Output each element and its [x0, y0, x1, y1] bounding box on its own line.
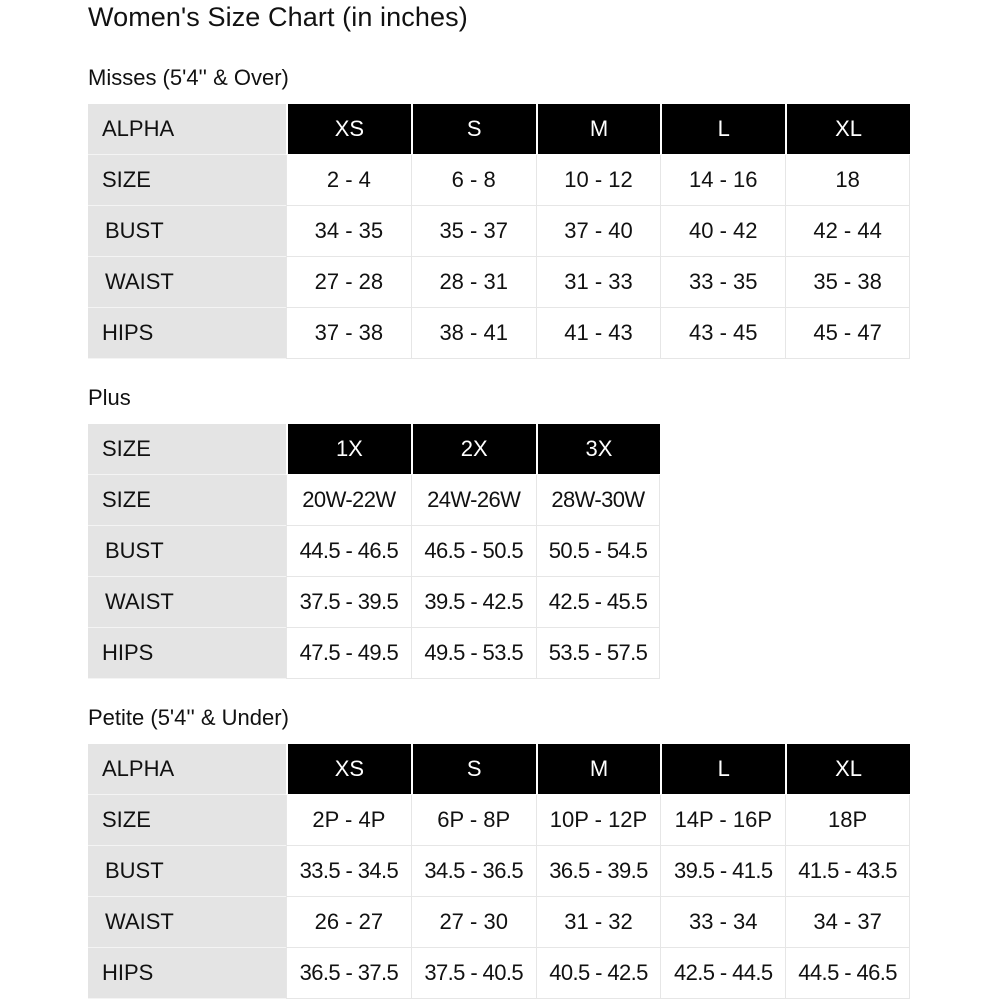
table-cell: 28 - 31 [411, 257, 536, 308]
table-cell: 33.5 - 34.5 [286, 846, 411, 897]
table-cell: 42.5 - 45.5 [536, 577, 661, 628]
table-cell: 34 - 35 [286, 206, 411, 257]
table-cell: 39.5 - 42.5 [411, 577, 536, 628]
row-label-waist: WAIST [88, 577, 286, 628]
row-label-size-header: SIZE [88, 424, 286, 475]
table-cell: 38 - 41 [411, 308, 536, 359]
table-cell: 42.5 - 44.5 [660, 948, 785, 999]
column-header-xl: XL [785, 744, 910, 795]
table-cell: 40.5 - 42.5 [536, 948, 661, 999]
column-header-2x: 2X [411, 424, 536, 475]
table-row [88, 257, 910, 308]
row-label-size: SIZE [88, 795, 286, 846]
table-cell: 6P - 8P [411, 795, 536, 846]
column-header-l: L [660, 104, 785, 155]
plus-section-title: Plus [88, 385, 131, 410]
table-cell: 33 - 35 [660, 257, 785, 308]
table-cell: 41.5 - 43.5 [785, 846, 910, 897]
column-header-s: S [411, 744, 536, 795]
table-row [88, 308, 910, 359]
row-label-bust: BUST [88, 526, 286, 577]
table-row [88, 948, 910, 999]
table-row [88, 155, 910, 206]
table-header-row [88, 424, 660, 475]
table-cell: 34 - 37 [785, 897, 910, 948]
table-cell: 37.5 - 39.5 [286, 577, 411, 628]
row-label-bust: BUST [88, 846, 286, 897]
page-title: Women's Size Chart (in inches) [88, 2, 468, 32]
column-header-xs: XS [286, 104, 411, 155]
table-cell: 2 - 4 [286, 155, 411, 206]
column-header-l: L [660, 744, 785, 795]
table-cell: 42 - 44 [785, 206, 910, 257]
table-cell: 40 - 42 [660, 206, 785, 257]
row-label-waist: WAIST [88, 897, 286, 948]
row-label-hips: HIPS [88, 628, 286, 679]
table-cell: 24W-26W [411, 475, 536, 526]
table-cell: 27 - 28 [286, 257, 411, 308]
row-label-hips: HIPS [88, 308, 286, 359]
petite-size-table [88, 744, 910, 999]
table-cell: 31 - 32 [536, 897, 661, 948]
table-cell: 35 - 38 [785, 257, 910, 308]
table-cell: 33 - 34 [660, 897, 785, 948]
table-cell: 14 - 16 [660, 155, 785, 206]
table-cell: 10 - 12 [536, 155, 661, 206]
table-row [88, 206, 910, 257]
column-header-m: M [536, 104, 661, 155]
column-header-xs: XS [286, 744, 411, 795]
table-cell: 27 - 30 [411, 897, 536, 948]
table-cell: 37.5 - 40.5 [411, 948, 536, 999]
table-row [88, 846, 910, 897]
table-cell: 36.5 - 39.5 [536, 846, 661, 897]
table-cell: 50.5 - 54.5 [536, 526, 661, 577]
table-row [88, 577, 660, 628]
table-cell: 20W-22W [286, 475, 411, 526]
table-cell: 36.5 - 37.5 [286, 948, 411, 999]
row-label-size: SIZE [88, 155, 286, 206]
table-cell: 37 - 38 [286, 308, 411, 359]
table-cell: 53.5 - 57.5 [536, 628, 661, 679]
plus-size-table [88, 424, 660, 679]
table-cell: 6 - 8 [411, 155, 536, 206]
table-cell: 41 - 43 [536, 308, 661, 359]
table-header-row [88, 744, 910, 795]
table-cell: 49.5 - 53.5 [411, 628, 536, 679]
misses-section-title: Misses (5'4'' & Over) [88, 65, 289, 90]
table-cell: 28W-30W [536, 475, 661, 526]
table-cell: 35 - 37 [411, 206, 536, 257]
row-label-bust: BUST [88, 206, 286, 257]
misses-size-table [88, 104, 910, 359]
table-cell: 2P - 4P [286, 795, 411, 846]
table-cell: 47.5 - 49.5 [286, 628, 411, 679]
column-header-s: S [411, 104, 536, 155]
table-row [88, 795, 910, 846]
row-label-hips: HIPS [88, 948, 286, 999]
table-cell: 44.5 - 46.5 [286, 526, 411, 577]
table-cell: 37 - 40 [536, 206, 661, 257]
table-row [88, 475, 660, 526]
table-cell: 26 - 27 [286, 897, 411, 948]
table-cell: 31 - 33 [536, 257, 661, 308]
table-cell: 18P [785, 795, 910, 846]
row-label-waist: WAIST [88, 257, 286, 308]
table-cell: 39.5 - 41.5 [660, 846, 785, 897]
table-row [88, 897, 910, 948]
petite-section-title: Petite (5'4'' & Under) [88, 705, 289, 730]
column-header-1x: 1X [286, 424, 411, 475]
row-label-alpha: ALPHA [88, 744, 286, 795]
row-label-size: SIZE [88, 475, 286, 526]
column-header-xl: XL [785, 104, 910, 155]
column-header-m: M [536, 744, 661, 795]
table-cell: 46.5 - 50.5 [411, 526, 536, 577]
table-cell: 34.5 - 36.5 [411, 846, 536, 897]
table-header-row [88, 104, 910, 155]
row-label-alpha: ALPHA [88, 104, 286, 155]
table-row [88, 628, 660, 679]
column-header-3x: 3X [536, 424, 661, 475]
table-cell: 18 [785, 155, 910, 206]
table-row [88, 526, 660, 577]
table-cell: 45 - 47 [785, 308, 910, 359]
table-cell: 44.5 - 46.5 [785, 948, 910, 999]
table-cell: 10P - 12P [536, 795, 661, 846]
table-cell: 14P - 16P [660, 795, 785, 846]
table-cell: 43 - 45 [660, 308, 785, 359]
